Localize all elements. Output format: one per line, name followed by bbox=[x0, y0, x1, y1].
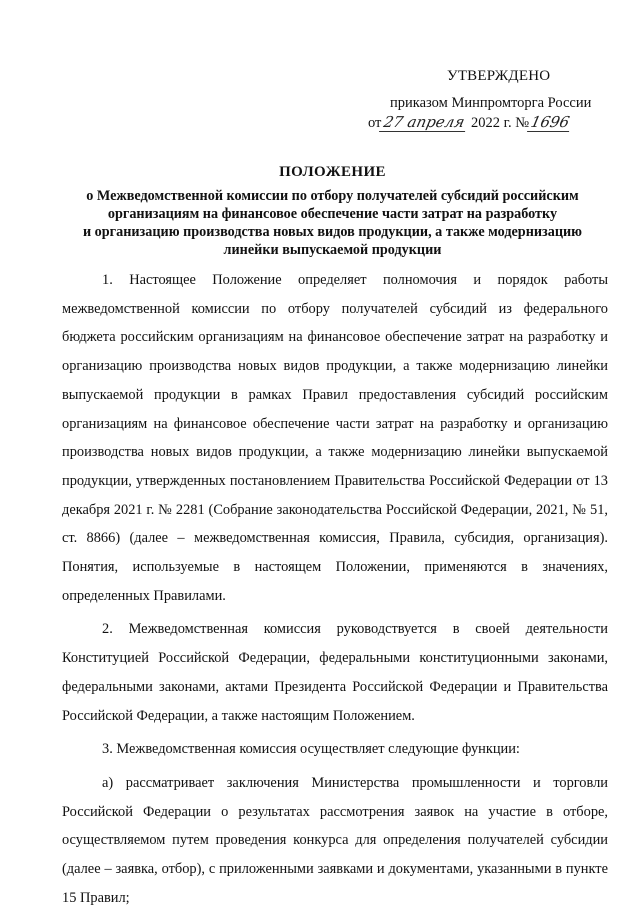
order-date-line bbox=[368, 113, 571, 132]
paragraph-3: 3. Межведомственная комиссия осуществляет следующие функции: bbox=[102, 741, 520, 758]
order-reference: приказом Минпромторга России bbox=[390, 95, 592, 111]
approval-stamp-block bbox=[0, 0, 640, 140]
document-body bbox=[62, 266, 608, 912]
subtitle-line: о Межведомственной комиссии по отбору получателей субсидий российским bbox=[86, 188, 579, 204]
subtitle-line: линейки выпускаемой продукции bbox=[223, 242, 442, 258]
paragraph-3a: а) рассматривает заключения Министерства промышленности и торговли Российской Федерации о результатах рассмотрения заявок на участие в отборе, осуществляемом путем проведения конкурса для определения получателей субсидии (далее – заявка, отбор), с приложенными заявками и документами, указанными в пункте 15 Правил; bbox=[62, 774, 608, 906]
handwritten-date: 27 апреля bbox=[379, 113, 469, 132]
approved-heading: УТВЕРЖДЕНО bbox=[447, 68, 551, 84]
document-subtitle bbox=[60, 187, 605, 259]
document-title: ПОЛОЖЕНИЕ bbox=[279, 164, 386, 180]
document-title-block bbox=[60, 164, 605, 259]
date-prefix: от bbox=[368, 115, 382, 131]
handwritten-order-number: 1696 bbox=[527, 113, 573, 132]
paragraph-2: 2. Межведомственная комиссия руководствуется в своей деятельности Конституцией Российской Федерации, федеральными конституционными законами, федеральными законами, актами Президента Российской Федерации и Правительства Российской Федерации, а также настоящим Положением. bbox=[62, 621, 608, 724]
paragraph-1: 1. Настоящее Положение определяет полномочия и порядок работы межведомственной комиссии по отбору получателей субсидий из федерального бюджета российским организациям на финансовое обеспечение затрат на разработку и организацию производства новых видов продукции, а также модернизацию линейки выпускаемой продукции в рамках Правил предоставления субсидий российским организациям на финансовое обеспечение части затрат на разработку и организацию производства новых видов продукции, а также модернизацию линейки выпускаемой продукции, утвержденных постановлением Правительства Российской Федерации от 13 декабря 2021 г. № 2281 (Собрание законодательства Российской Федерации, 2021, № 51, ст. 8866) (далее – межведомственная комиссия, Правила, субсидия, организация). Понятия, используемые в настоящем Положении, применяются в значениях, определенных Правилами. bbox=[62, 272, 608, 604]
subtitle-line: и организацию производства новых видов продукции, а также модернизацию bbox=[82, 224, 583, 240]
subtitle-line: организациям на финансовое обеспечение части затрат на разработку bbox=[107, 206, 558, 222]
year-and-number-label: 2022 г. № bbox=[471, 115, 530, 131]
